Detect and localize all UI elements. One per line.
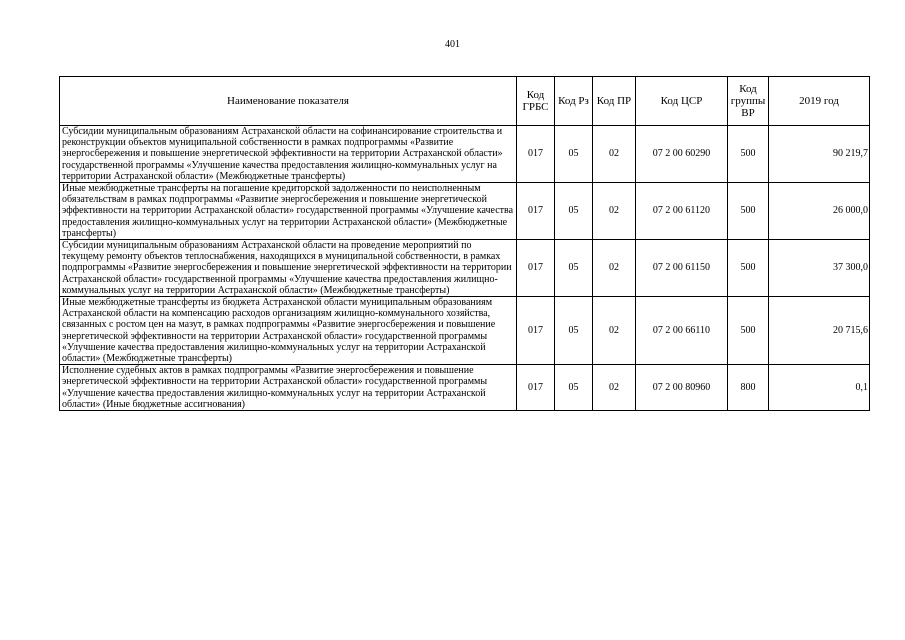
row-pr: 02 [593,126,636,183]
row-grbs: 017 [517,240,555,297]
row-csr: 07 2 00 80960 [636,365,728,411]
row-grbs: 017 [517,183,555,240]
row-csr: 07 2 00 61120 [636,183,728,240]
row-vr: 800 [728,365,769,411]
table-row [60,240,870,297]
header-name: Наименование показателя [60,77,517,126]
table-header-row [60,77,870,126]
row-csr: 07 2 00 60290 [636,126,728,183]
row-name: Иные межбюджетные трансферты из бюджета Астраханской области муниципальным образованиям Астраханской области на компенсацию расходов организациям жилищно-коммунального хозяйства, связанных с ростом цен на мазут, в рамках подпрограммы «Развитие энергосбережения и повышение энергетической эффективности на территории Астраханской области» государственной программы «Улучшение качества предоставления жилищно-коммунальных услуг на территории Астраханской области» (Межбюджетные трансферты) [60,297,517,365]
row-name: Исполнение судебных актов в рамках подпрограммы «Развитие энергосбережения и повышение энергетической эффективности на территории Астраханской области» государственной программы «Улучшение качества предоставления жилищно-коммунальных услуг на территории Астраханской области» (Иные бюджетные ассигнования) [60,365,517,411]
header-year: 2019 год [769,77,870,126]
header-rz: Код Рз [555,77,593,126]
row-vr: 500 [728,240,769,297]
row-amount: 37 300,0 [769,240,870,297]
header-pr: Код ПР [593,77,636,126]
row-grbs: 017 [517,297,555,365]
row-name: Иные межбюджетные трансферты на погашение кредиторской задолженности по неисполненным обязательствам в рамках подпрограммы «Развитие энергосбережения и повышение энергетической эффективности на территории Астраханской области» государственной программы «Улучшение качества предоставления жилищно-коммунальных услуг на территории Астраханской области» (Межбюджетные трансферты) [60,183,517,240]
header-grbs: Код ГРБС [517,77,555,126]
row-rz: 05 [555,183,593,240]
row-rz: 05 [555,365,593,411]
row-vr: 500 [728,297,769,365]
row-amount: 20 715,6 [769,297,870,365]
row-amount: 26 000,0 [769,183,870,240]
row-amount: 0,1 [769,365,870,411]
row-csr: 07 2 00 61150 [636,240,728,297]
table-row [60,297,870,365]
budget-table [59,76,870,411]
row-name: Субсидии муниципальным образованиям Астраханской области на проведение мероприятий по текущему ремонту объектов теплоснабжения, находящихся в муниципальной собственности, в рамках подпрограммы «Развитие энергосбережения и повышение энергетической эффективности на территории Астраханской области» государственной программы «Улучшение качества предоставления жилищно-коммунальных услуг на территории Астраханской области» (Межбюджетные трансферты) [60,240,517,297]
row-grbs: 017 [517,126,555,183]
table-row [60,365,870,411]
row-name: Субсидии муниципальным образованиям Астраханской области на софинансирование строительства и реконструкции объектов муниципальной собственности в рамках подпрограммы «Развитие энергосбережения и повышение энергетической эффективности на территории Астраханской области» государственной программы «Улучшение качества предоставления жилищно-коммунальных услуг на территории Астраханской области» (Межбюджетные трансферты) [60,126,517,183]
row-rz: 05 [555,297,593,365]
row-csr: 07 2 00 66110 [636,297,728,365]
header-vr: Код группы ВР [728,77,769,126]
row-pr: 02 [593,183,636,240]
row-pr: 02 [593,240,636,297]
row-pr: 02 [593,365,636,411]
row-grbs: 017 [517,365,555,411]
header-csr: Код ЦСР [636,77,728,126]
row-rz: 05 [555,126,593,183]
row-vr: 500 [728,183,769,240]
row-pr: 02 [593,297,636,365]
table-row [60,183,870,240]
table-row [60,126,870,183]
row-vr: 500 [728,126,769,183]
row-rz: 05 [555,240,593,297]
row-amount: 90 219,7 [769,126,870,183]
page-number: 401 [445,39,460,50]
